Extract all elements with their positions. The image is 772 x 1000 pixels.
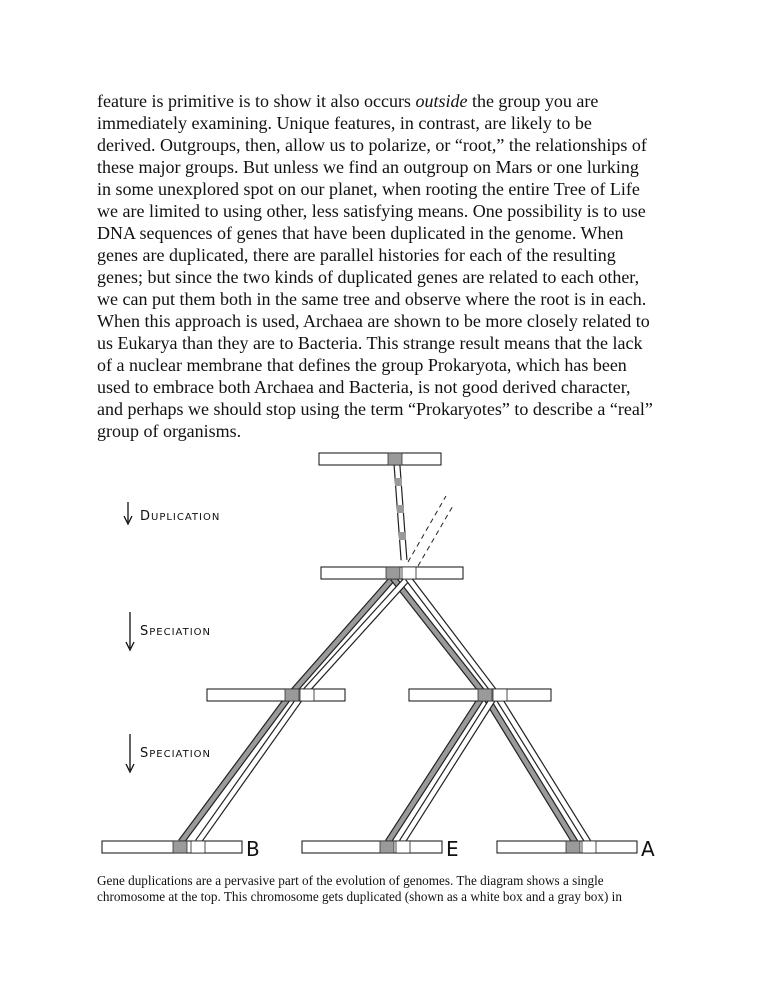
body-line-text: genes; but since the two kinds of duplicated genes are related to each other,	[97, 267, 640, 287]
body-line	[97, 90, 697, 112]
body-line	[97, 288, 697, 310]
body-line-text: in some unexplored spot on our planet, when rooting the entire Tree of Life	[97, 179, 640, 199]
ancestral-chromosome	[319, 453, 441, 465]
svg-text:SPECIATION	[140, 624, 211, 639]
body-paragraph	[97, 90, 697, 442]
body-line	[97, 200, 697, 222]
body-line-text: the group you are	[467, 91, 599, 111]
body-line-text: derived. Outgroups, then, allow us to polarize, or “root,” the relationships of	[97, 135, 647, 155]
body-line	[97, 310, 697, 332]
body-line	[97, 112, 697, 134]
step-speciation-1	[126, 612, 211, 650]
figure-caption	[97, 873, 697, 905]
body-line	[97, 354, 697, 376]
step-speciation-1-label: PECIATION	[149, 627, 212, 638]
gene-duplication-diagram	[95, 447, 675, 867]
svg-text:DUPLICATION	[140, 509, 220, 524]
body-line	[97, 178, 697, 200]
white-gene-lineage	[198, 578, 588, 842]
body-line-text: immediately examining. Unique features, in contrast, are likely to be	[97, 113, 592, 133]
emphasis-word: outside	[415, 91, 468, 111]
body-line-text: group of organisms.	[97, 421, 242, 441]
taxon-label-b: B	[246, 837, 260, 861]
step-speciation-2-initial: S	[140, 746, 150, 761]
lineage-chromosome-right	[409, 689, 551, 701]
step-duplication-label: UPLICATION	[151, 512, 221, 523]
body-line	[97, 376, 697, 398]
body-line-text: we can put them both in the same tree and observe where the root is in each.	[97, 289, 647, 309]
body-line	[97, 244, 697, 266]
body-line	[97, 332, 697, 354]
body-line-text: and perhaps we should stop using the term “Prokaryotes” to describe a “real”	[97, 399, 653, 419]
body-line	[97, 398, 697, 420]
taxon-label-a: A	[641, 837, 655, 861]
step-speciation-2-label: PECIATION	[149, 749, 212, 760]
step-duplication-initial: D	[140, 509, 152, 524]
body-line-text: feature is primitive is to show it also occurs	[97, 91, 416, 111]
svg-text:SPECIATION	[140, 746, 211, 761]
body-line-text: used to embrace both Archaea and Bacteria, is not good derived character,	[97, 377, 631, 397]
body-line-text: DNA sequences of genes that have been duplicated in the genome. When	[97, 223, 624, 243]
taxon-label-e: E	[446, 837, 459, 861]
caption-line: Gene duplications are a pervasive part of the evolution of genomes. The diagram shows a single	[97, 873, 604, 888]
chromosome-a	[497, 837, 655, 861]
body-line-text: these major groups. But unless we find an outgroup on Mars or one lurking	[97, 157, 639, 177]
body-line-text: we are limited to using other, less satisfying means. One possibility is to use	[97, 201, 646, 221]
step-speciation-2	[126, 734, 211, 772]
lineage-chromosome-left	[207, 689, 345, 701]
body-line	[97, 134, 697, 156]
caption-line: chromosome at the top. This chromosome gets duplicated (shown as a white box and a gray box) in	[97, 889, 622, 904]
chromosome-b	[102, 837, 260, 861]
body-line-text: When this approach is used, Archaea are shown to be more closely related to	[97, 311, 650, 331]
duplication-link	[395, 465, 454, 566]
step-speciation-1-initial: S	[140, 624, 150, 639]
body-line-text: of a nuclear membrane that defines the group Prokaryota, which has been	[97, 355, 627, 375]
body-line	[97, 222, 697, 244]
body-line-text: us Eukarya than they are to Bacteria. This strange result means that the lack	[97, 333, 643, 353]
body-line	[97, 156, 697, 178]
gray-gene-lineage	[181, 578, 575, 842]
step-duplication	[124, 502, 220, 524]
body-line	[97, 420, 697, 442]
duplicated-chromosome	[321, 567, 463, 579]
chromosome-e	[302, 837, 459, 861]
body-line-text: genes are duplicated, there are parallel histories for each of the resulting	[97, 245, 616, 265]
body-line	[97, 266, 697, 288]
